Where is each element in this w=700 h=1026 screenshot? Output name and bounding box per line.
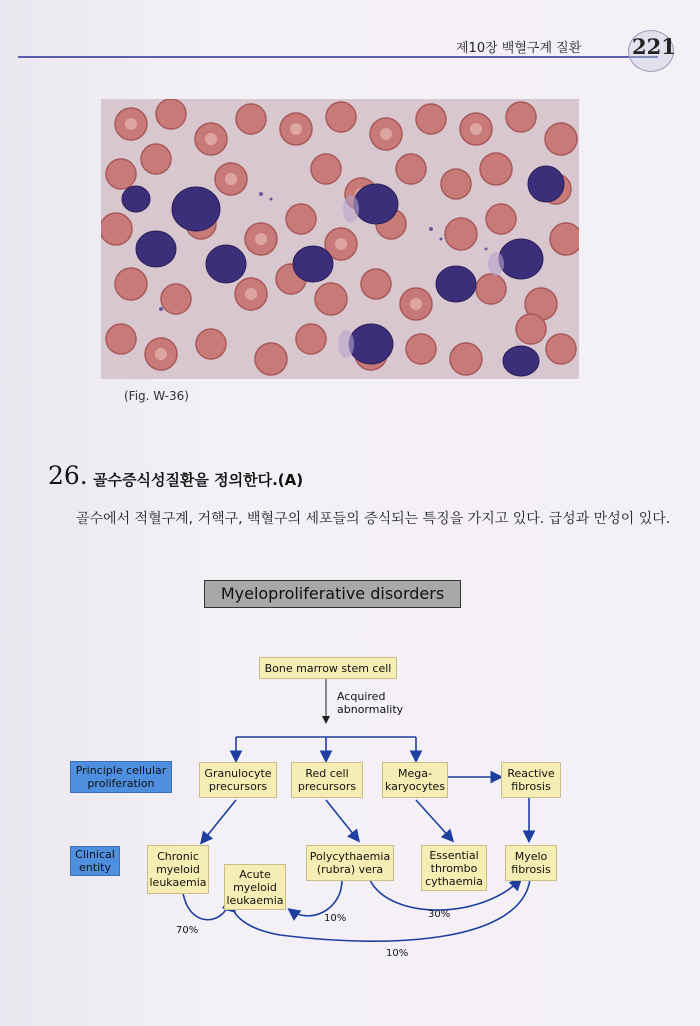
pct-mf-to-aml: 10% (386, 948, 409, 959)
granulocyte-precursors: Granulocyte precursors (199, 762, 277, 798)
row-label-proliferation: Principle cellular proliferation (70, 761, 172, 793)
pct-cml-to-aml: 70% (176, 925, 199, 936)
row-label-clinical-entity: Clinical entity (70, 846, 120, 876)
chapter-title: 제10장 백혈구계 질환 (456, 41, 582, 56)
figure-caption: (Fig. W-36) (124, 389, 189, 403)
question-title: 골수증식성질환을 정의한다.(A) (93, 471, 304, 489)
megakaryocytes: Mega-karyocytes (382, 762, 448, 798)
bone-marrow-stem-cell: Bone marrow stem cell (259, 657, 397, 679)
polycythaemia-vera: Polycythaemia (rubra) vera (306, 845, 394, 881)
pct-pv-to-aml: 10% (324, 913, 347, 924)
acute-myeloid-leukaemia: Acute myeloid leukaemia (224, 864, 286, 910)
answer-text: 골수에서 적혈구계, 거핵구, 백혈구의 세포들의 증식되는 특징을 가지고 있다. 급성과 만성이 있다. (76, 511, 671, 527)
myelofibrosis: Myelo fibrosis (505, 845, 557, 881)
question-number: 26. (48, 461, 88, 490)
pct-pv-to-mf: 30% (428, 909, 451, 920)
reactive-fibrosis: Reactive fibrosis (501, 762, 561, 798)
diagram-title: Myeloproliferative disorders (204, 580, 461, 608)
page-number: 221 (632, 34, 676, 59)
red-cell-precursors: Red cell precursors (291, 762, 363, 798)
acquired-abnormality: Acquired abnormality (337, 690, 404, 716)
chronic-myeloid-leukaemia: Chronic myeloid leukaemia (147, 845, 209, 894)
essential-thrombocythaemia: Essential thrombo cythaemia (421, 845, 487, 891)
